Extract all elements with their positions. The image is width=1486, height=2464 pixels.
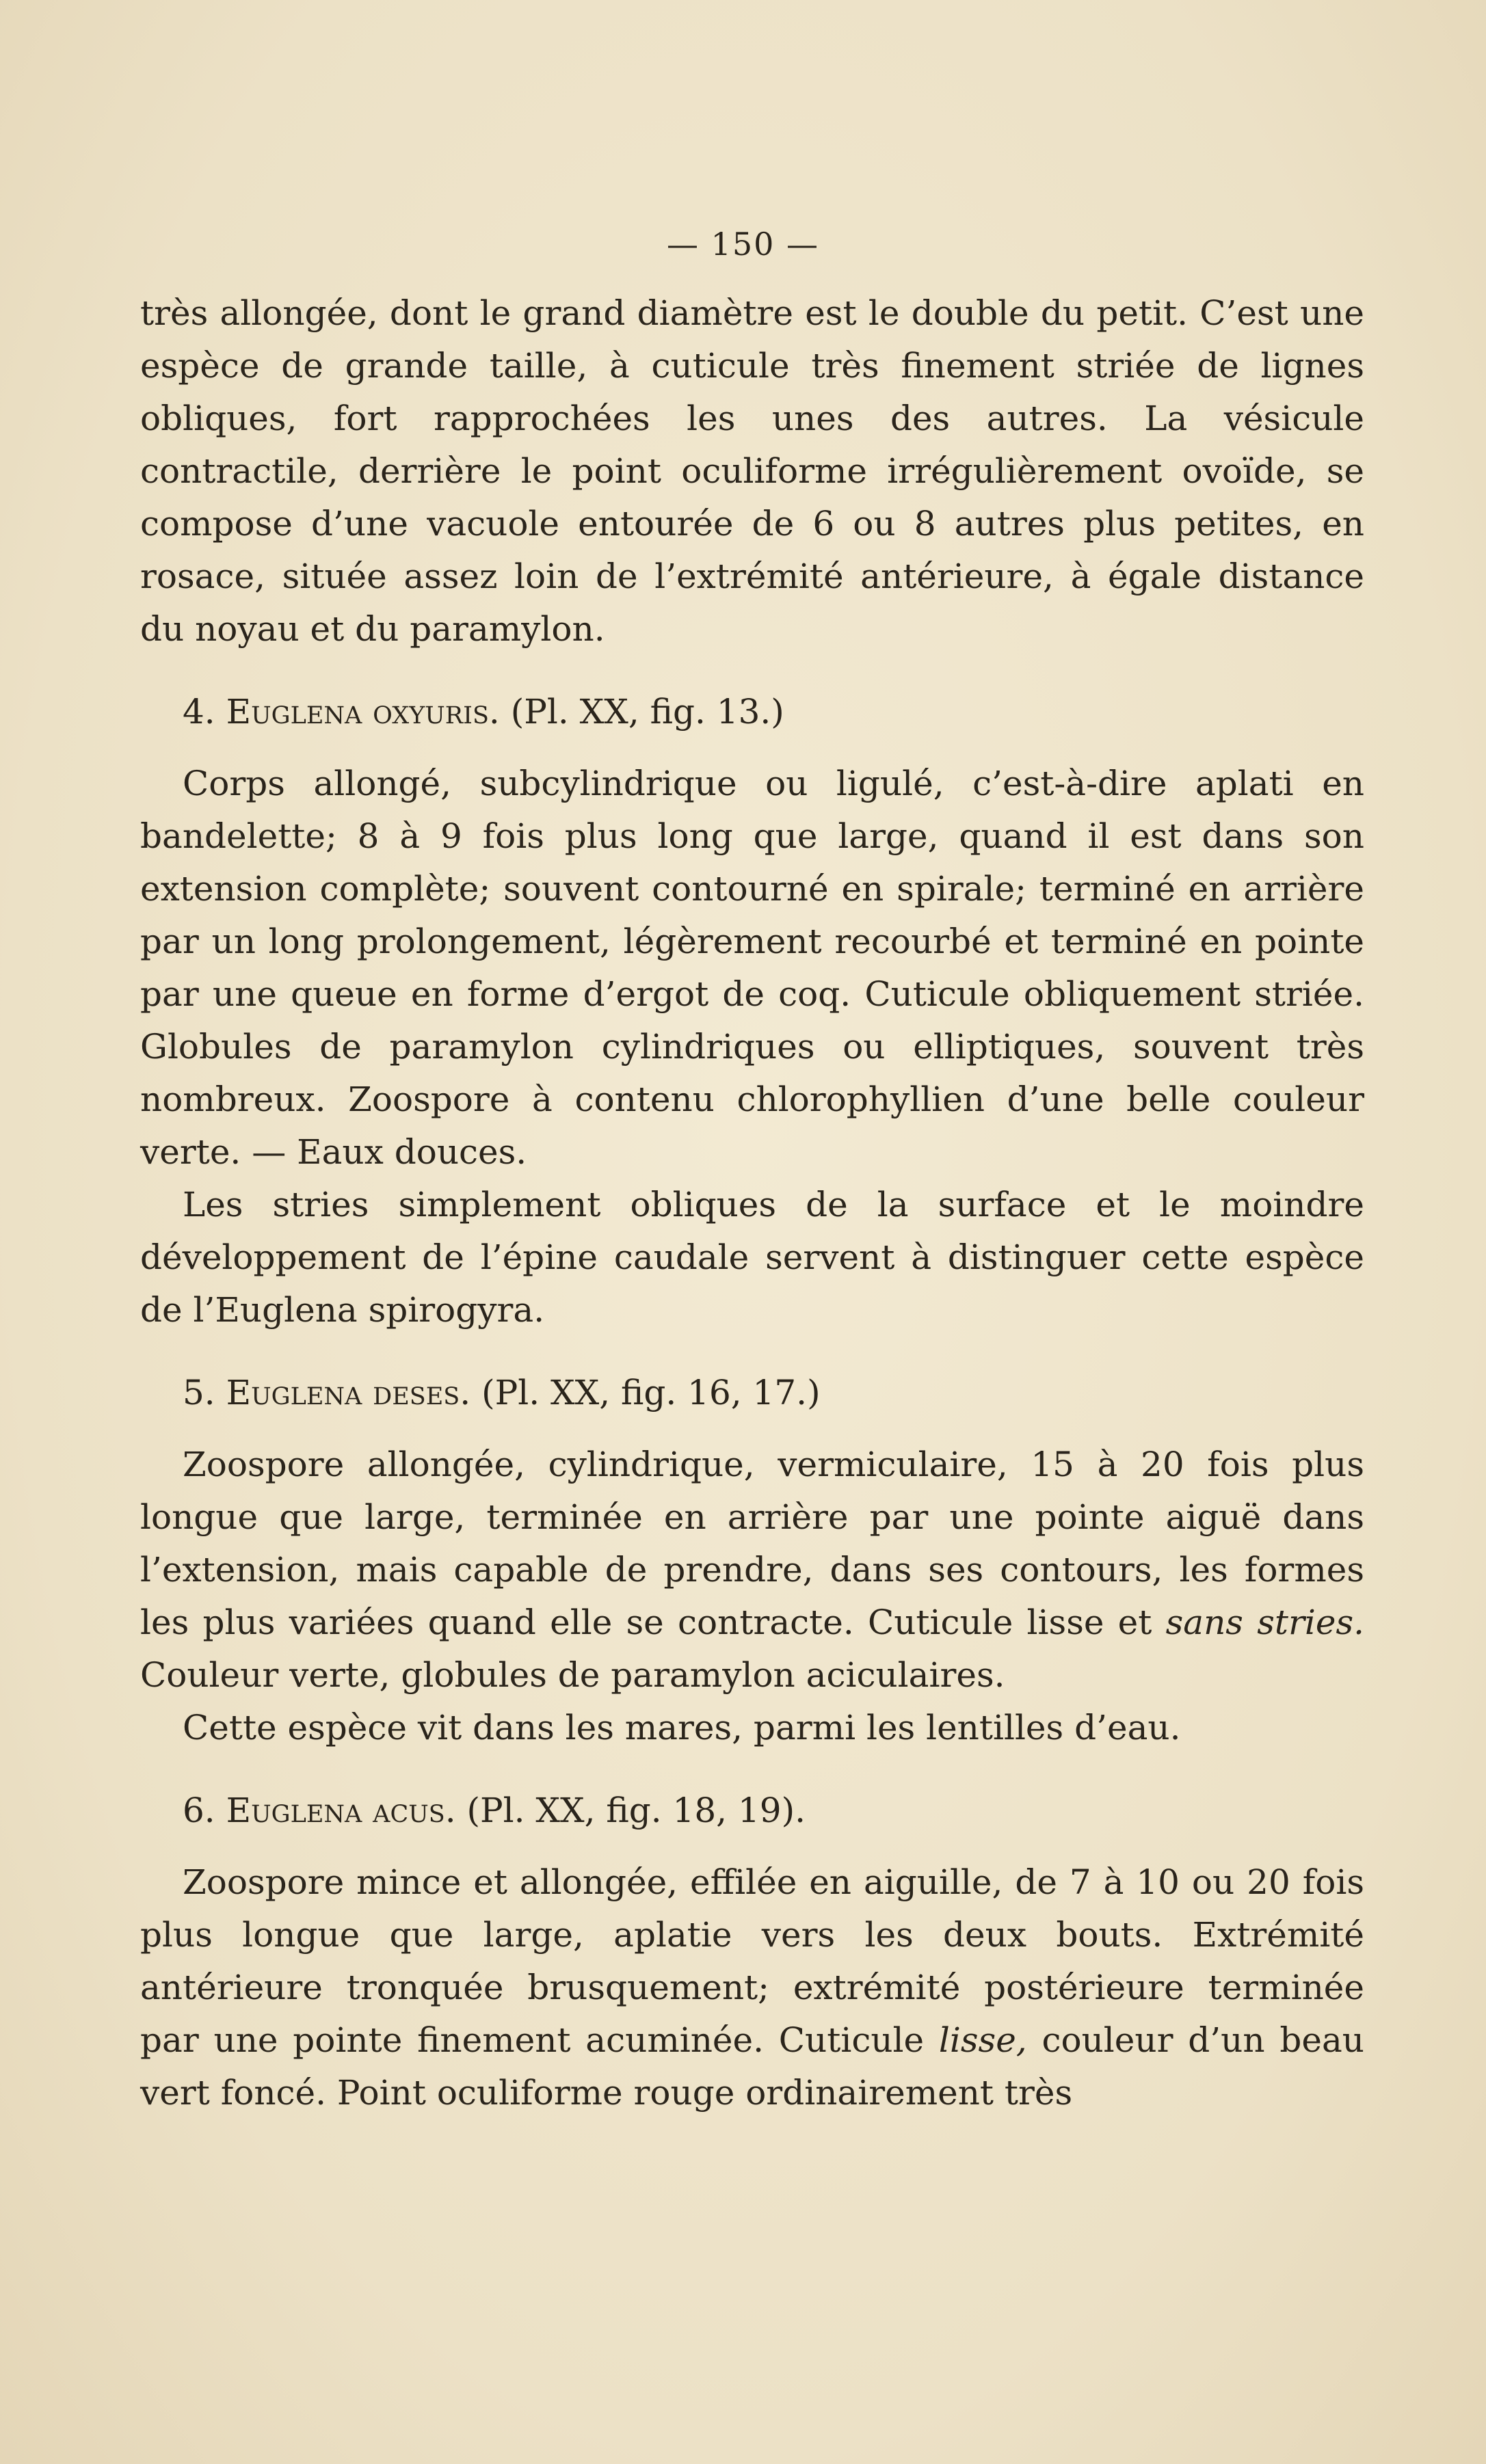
- plate-reference: (Pl. XX, fig. 18, 19).: [466, 1791, 806, 1830]
- plate-reference: (Pl. XX, fig. 16, 17.): [481, 1373, 821, 1412]
- paragraph: [140, 1438, 1364, 1702]
- continued-paragraph: très allongée, dont le grand diamètre est le double du petit. C’est une espèce de grande taille, à cuticule très finement striée de lignes obliques, fort rapprochées les unes des autres. La vésicule contractile, derrière le point oculiforme irrégulièrement ovoïde, se compose d’une vacuole entourée de 6 ou 8 autres plus petites, en rosace, située assez loin de l’extrémité antérieure, à égale distance du noyau et du paramylon.: [140, 293, 1364, 649]
- text-run: couleur d’un beau vert foncé. Point oculiforme rouge ordinairement très: [140, 2020, 1364, 2113]
- species-name: Euglena acus.: [226, 1791, 456, 1830]
- species-name: Euglena deses.: [226, 1373, 471, 1412]
- section-number: 4.: [183, 692, 215, 732]
- paragraph: Cette espèce vit dans les mares, parmi les lentilles d’eau.: [183, 1708, 1181, 1747]
- section-number: 6.: [183, 1791, 215, 1830]
- plate-reference: (Pl. XX, fig. 13.): [510, 692, 784, 732]
- section-heading-4: [140, 686, 1364, 738]
- section-number: 5.: [183, 1373, 215, 1412]
- section-heading-5: [140, 1367, 1364, 1419]
- italic-text: sans stries.: [1165, 1603, 1364, 1642]
- text-run: Zoospore allongée, cylindrique, vermiculaire, 15 à 20 fois plus longue que large, terminée en arrière par une pointe aiguë dans l’extension, mais capable de prendre, dans ses contours, les formes les plus variées quand elle se contracte. Cuticule lisse et: [140, 1445, 1364, 1642]
- italic-text: lisse,: [938, 2020, 1027, 2060]
- page-number: — 150 —: [666, 226, 820, 263]
- section-heading-6: [140, 1784, 1364, 1837]
- text-run: Zoospore mince et allongée, effilée en aiguille, de 7 à 10 ou 20 fois plus longue que large, aplatie vers les deux bouts. Extrémité antérieure tronquée brusquement; extrémité postérieure terminée par une pointe finement acuminée. Cuticule: [140, 1862, 1364, 2060]
- paragraph: Corps allongé, subcylindrique ou ligulé, c’est-à-dire aplati en bandelette; 8 à 9 fois plus long que large, quand il est dans son extension complète; souvent contourné en spirale; terminé en arrière par un long prolongement, légèrement recourbé et terminé en pointe par une queue en forme d’ergot de coq. Cuticule obliquement striée. Globules de paramylon cylindriques ou elliptiques, souvent très nombreux. Zoospore à contenu chlorophyllien d’une belle couleur verte. — Eaux douces.: [140, 764, 1364, 1172]
- paragraph: Les stries simplement obliques de la surface et le moindre développement de l’épine caudale servent à distinguer cette espèce de l’Euglena spirogyra.: [140, 1185, 1364, 1330]
- page-body: [140, 287, 1364, 2119]
- paragraph: [140, 1856, 1364, 2119]
- text-run: Couleur verte, globules de paramylon aciculaires.: [140, 1655, 1005, 1695]
- species-name: Euglena oxyuris.: [226, 692, 500, 732]
